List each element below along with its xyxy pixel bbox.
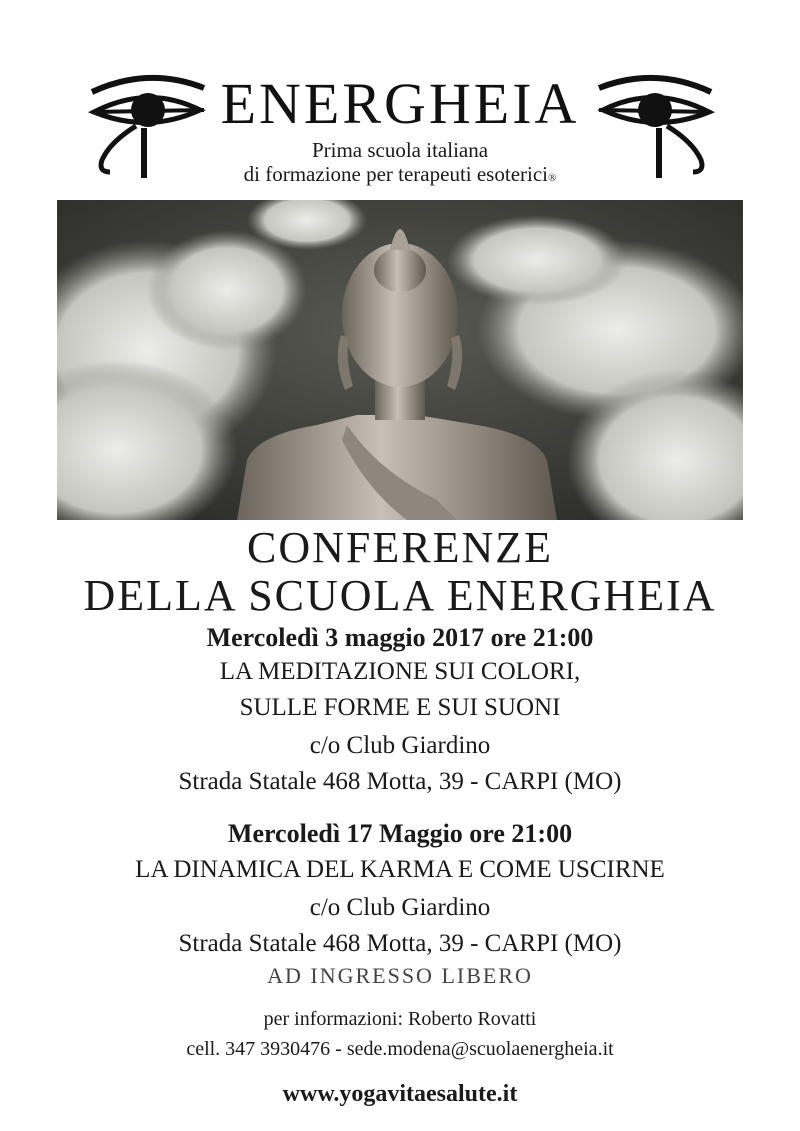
contact-line2: cell. 347 3930476 - sede.modena@scuolaenergheia.it [186, 1038, 614, 1060]
tagline-line2: di formazione per terapeuti esoterici® [243, 162, 557, 186]
buddha-photo [57, 200, 743, 520]
brand-title: ENERGHEIA [220, 71, 580, 136]
event1-venue: c/o Club Giardino [309, 732, 491, 759]
event1-topic-line2: SULLE FORME E SUI SUONI [239, 694, 561, 721]
event2-venue: c/o Club Giardino [309, 894, 491, 921]
title-line1: CONFERENZE [247, 523, 553, 572]
registered-mark: ® [548, 172, 557, 184]
contact-line1: per informazioni: Roberto Rovatti [263, 1008, 537, 1030]
eye-of-horus-icon [88, 70, 208, 180]
eye-of-horus-icon [595, 70, 715, 180]
title-line2: DELLA SCUOLA ENERGHEIA [83, 571, 717, 620]
event2-topic: LA DINAMICA DEL KARMA E COME USCIRNE [135, 856, 665, 883]
event1-topic-line1: LA MEDITAZIONE SUI COLORI, [219, 658, 581, 685]
event2-address: Strada Statale 468 Motta, 39 - CARPI (MO) [178, 930, 622, 957]
header [0, 60, 800, 190]
event2-date: Mercoledì 17 Maggio ore 21:00 [227, 819, 573, 848]
tagline-line1: Prima scuola italiana [311, 138, 489, 162]
website-link[interactable]: www.yogavitaesalute.it [282, 1081, 518, 1107]
event1-date: Mercoledì 3 maggio 2017 ore 21:00 [206, 623, 594, 652]
entry-note: AD INGRESSO LIBERO [267, 963, 533, 988]
event1-address: Strada Statale 468 Motta, 39 - CARPI (MO) [178, 768, 622, 795]
